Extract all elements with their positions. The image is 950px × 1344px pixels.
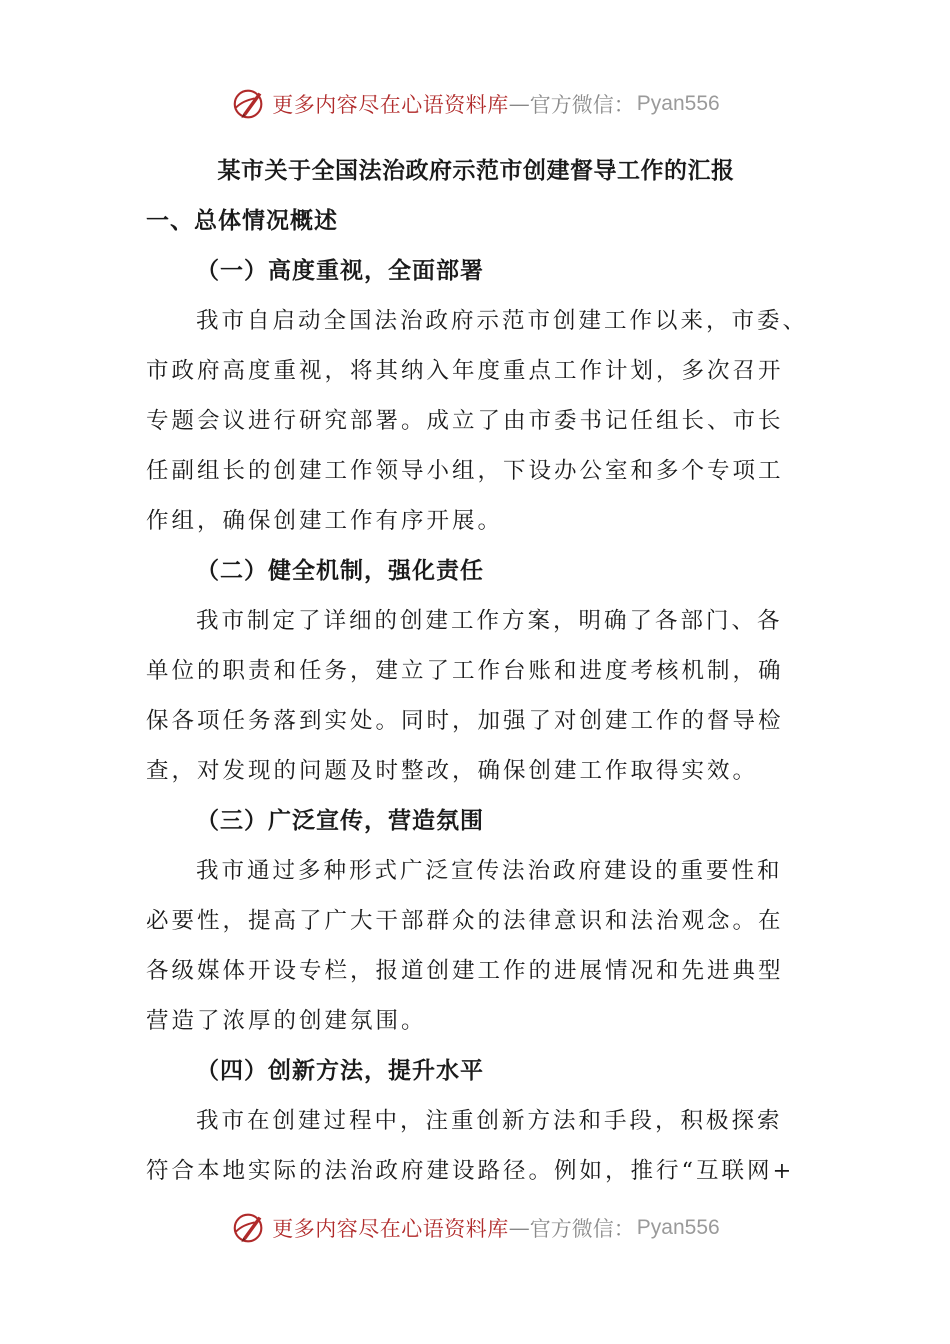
subsection-heading-3: （三）广泛宣传，营造氛围 [196,808,484,834]
banner-wechat-label: 官方微信： [529,1217,635,1241]
paragraph-1 [146,296,809,546]
paragraph-line: 任副组长的创建工作领导小组，下设办公室和多个专项工 [146,458,784,484]
subsection-heading-2: （二）健全机制，强化责任 [196,558,484,584]
banner-dash: — [508,92,530,116]
paragraph-line: 我市自启动全国法治政府示范市创建工作以来，市委、 [196,308,809,334]
paragraph-2 [146,596,806,796]
paragraph-3 [146,846,806,1046]
section-heading: 一、总体情况概述 [146,208,338,234]
paragraph-line: 必要性，提高了广大干部群众的法律意识和法治观念。在 [146,908,784,934]
paragraph-line: 专题会议进行研究部署。成立了由市委书记任组长、市长 [146,408,784,434]
paragraph-line: 营造了浓厚的创建氛围。 [146,1008,427,1034]
banner-wechat-label: 官方微信： [529,93,635,117]
document-title: 某市关于全国法治政府示范市创建督导工作的汇报 [217,158,735,184]
paragraph-line: 我市在创建过程中，注重创新方法和手段，积极探索 [196,1108,783,1134]
paragraph-line: 作组，确保创建工作有序开展。 [146,508,504,534]
pen-logo-icon [230,85,268,123]
paragraph-line: 符合本地实际的法治政府建设路径。例如，推行“互联网+ [146,1158,795,1184]
paragraph-line: 市政府高度重视，将其纳入年度重点工作计划，多次召开 [146,358,784,384]
document-body [146,146,809,1196]
paragraph-4 [146,1096,806,1196]
paragraph-line: 保各项任务落到实处。同时，加强了对创建工作的督导检 [146,708,784,734]
watermark-banner-bottom [0,1206,950,1250]
watermark-banner-top [0,82,950,126]
pen-logo-icon [230,1209,268,1247]
paragraph-line: 单位的职责和任务，建立了工作台账和进度考核机制，确 [146,658,784,684]
subsection-heading-1: （一）高度重视，全面部署 [196,258,484,284]
banner-wechat-id: Pyan556 [636,92,720,115]
banner-dash: — [508,1216,530,1240]
banner-text: 更多内容尽在心语资料库 [272,93,509,117]
banner-text: 更多内容尽在心语资料库 [272,1217,509,1241]
paragraph-line: 查，对发现的问题及时整改，确保创建工作取得实效。 [146,758,759,784]
paragraph-line: 各级媒体开设专栏，报道创建工作的进展情况和先进典型 [146,958,784,984]
subsection-heading-4: （四）创新方法，提升水平 [196,1058,484,1084]
paragraph-line: 我市通过多种形式广泛宣传法治政府建设的重要性和 [196,858,783,884]
paragraph-line: 我市制定了详细的创建工作方案，明确了各部门、各 [196,608,783,634]
banner-wechat-id: Pyan556 [636,1216,720,1239]
